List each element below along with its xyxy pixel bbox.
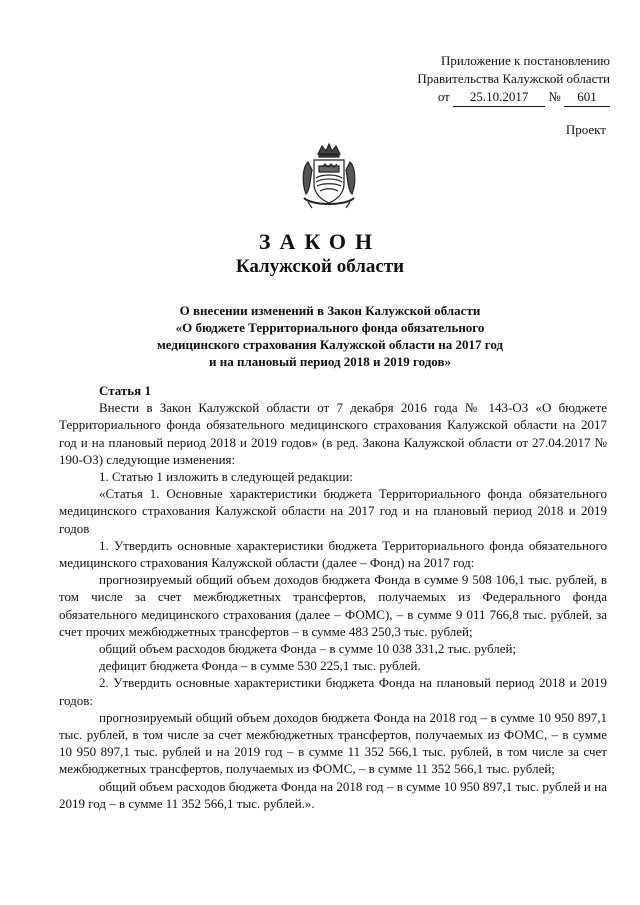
draft-label: Проект: [565, 122, 606, 137]
paragraph-8: прогнозируемый общий объем доходов бюджета Фонда на 2018 год – в сумме 10 950 897,1 тыс. рублей, в том числе за счет межбюджетных трансфертов, получаемых из ФОМС, – в сумме 10 950 897,1 тыс. рублей и на 2019 год – в сумме 11 352 566,1 тыс. рублей, в том числе за счет межбюджетных трансфертов, получаемых из ФОМС, – в сумме 11 352 566,1 тыс. рублей;: [59, 709, 607, 777]
paragraph-2: «Статья 1. Основные характеристики бюджета Территориального фонда обязательного медицинского страхования Калужской области на 2017 год и на плановый период 2018 и 2019 годов: [59, 486, 607, 536]
law-region: Калужской области: [235, 256, 405, 277]
heading-line-1: О внесении изменений в Закон Калужской области: [179, 303, 481, 318]
paragraph-5: общий объем расходов бюджета Фонда – в сумме 10 038 331,2 тыс. рублей;: [99, 641, 517, 657]
from-label: от: [437, 89, 450, 104]
paragraph-9: общий объем расходов бюджета Фонда на 2018 год – в сумме 10 950 897,1 тыс. рублей и на 2019 год – в сумме 11 352 566,1 тыс. рублей.».: [59, 778, 607, 811]
appendix-block: [380, 52, 610, 107]
heading-line-2: «О бюджете Территориального фонда обязательного: [175, 320, 485, 335]
appendix-date-line: [380, 88, 610, 107]
resolution-date: 25.10.2017: [453, 88, 545, 107]
appendix-line-2: Правительства Калужской области: [417, 71, 610, 86]
law-heading: [140, 302, 520, 370]
appendix-line-1: Приложение к постановлению: [440, 53, 610, 68]
paragraph-7: 2. Утвердить основные характеристики бюджета Фонда на плановый период 2018 и 2019 годов:: [59, 675, 607, 708]
number-label: №: [548, 89, 561, 104]
paragraph-3: 1. Утвердить основные характеристики бюджета Территориального фонда обязательного медицинского страхования Калужской области (далее – Фонд) на 2017 год:: [59, 537, 607, 571]
heading-line-3: медицинского страхования Калужской области на 2017 год: [156, 337, 504, 352]
law-title: ЗАКОН: [258, 229, 382, 254]
heading-line-4: и на плановый период 2018 и 2019 годов»: [209, 354, 451, 369]
coat-of-arms-icon: [298, 140, 360, 210]
paragraph-1: 1. Статью 1 изложить в следующей редакции:: [99, 469, 353, 485]
article-title: Статья 1: [99, 383, 151, 398]
article-intro: Внести в Закон Калужской области от 7 декабря 2016 года № 143-ОЗ «О бюджете Территориального фонда обязательного медицинского страхования Калужской области на 2017 год и на плановый период 2018 и 2019 годов» (в ред. Закона Калужской области от 27.04.2017 № 190-ОЗ) следующие изменения:: [59, 400, 607, 467]
paragraph-6: дефицит бюджета Фонда – в сумме 530 225,1 тыс. рублей.: [99, 658, 421, 674]
resolution-number: 601: [564, 88, 610, 107]
article-body: [59, 382, 607, 812]
paragraph-4: прогнозируемый общий объем доходов бюджета Фонда в сумме 9 508 106,1 тыс. рублей, в том числе за счет межбюджетных трансфертов, получаемых из Федерального фонда обязательного медицинского страхования (далее – ФОМС), – в сумме 9 011 766,8 тыс. рублей, за счет прочих межбюджетных трансфертов – в сумме 483 250,3 тыс. рублей;: [59, 572, 607, 639]
